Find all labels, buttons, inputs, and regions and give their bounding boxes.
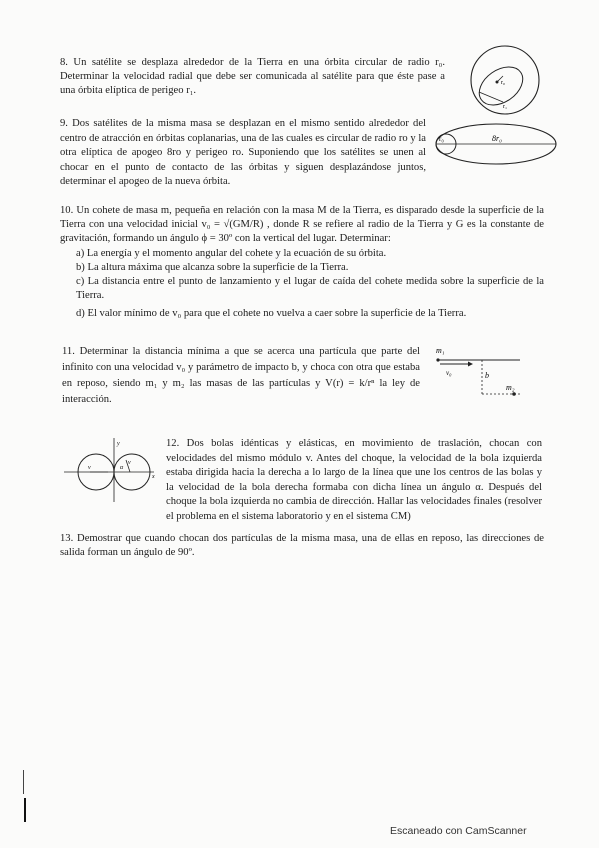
label-x: x [152, 474, 155, 480]
label-b: b [485, 371, 489, 380]
problem-10-item-d: d) El valor mínimo de v₀ para que el cohete no vuelva a caer sobre la superficie de la Tierra. [76, 308, 467, 320]
problem-13 [60, 532, 544, 560]
problem-10 [60, 204, 544, 322]
margin-mark [23, 770, 24, 794]
problem-12-text: Dos bolas idénticas y elásticas, en movimiento de traslación, chocan con velocidades del mismo módulo v. Antes del choque, la velocidad de la bola izquierda estaba dirigida hacia la derecha a lo largo de la línea que une los centros de las bolas y la velocidad de la bola derecha formaba con dicha línea un ángulo α. Después del choque la bola izquierda no cambia de dirección. Hallar las velocidades finales (resolver el problema en el sistema laboratorio y en el sistema CM) [166, 438, 543, 522]
label-alpha: α [120, 465, 124, 471]
problem-13-text: Demostrar que cuando chocan dos partículas de la misma masa, una de ellas en reposo, las direcciones de salida forman un ángulo de 90º. [60, 533, 544, 559]
label-v-left: v [88, 465, 91, 471]
problem-8-number: 8. [60, 57, 68, 68]
figure-9-orbit-diagram [432, 121, 560, 167]
figure-8-orbit-diagram [465, 40, 547, 122]
scanner-watermark: Escaneado con CamScanner [390, 825, 527, 837]
margin-mark [24, 798, 26, 822]
label-8r0: 8r₀ [492, 134, 502, 143]
problem-10-text: Un cohete de masa m, pequeña en relación con la masa M de la Tierra, es disparado desde la superficie de la Tierra con una velocidad inicial v₀ = √(GM/R) , donde R se refiere al radio de la Tierra y G es la constante de gravitación, formando un ángulo ϕ = 30º con la vertical del lugar. Determinar: [60, 205, 544, 245]
problem-11-text: Determinar la distancia mínima a que se acerca una partícula que parte del infinito con una velocidad v₀ y parámetro de impacto b, y choca con otra que estaba en reposo, siendo m₁ y m₂ las masas de las partículas y V(r) = k/rⁿ la ley de interacción. [62, 346, 420, 405]
problem-8 [60, 56, 445, 99]
problem-10-item-b: b) La altura máxima que alcanza sobre la superficie de la Tierra. [76, 261, 349, 273]
label-m1: m₁ [436, 346, 445, 355]
problem-8-text: Un satélite se desplaza alrededor de la Tierra en una órbita circular de radio r₀. Determinar la velocidad radial que debe ser comunicada al satélite para que éste pase a una órbita elíptica de perigeo r₁. [60, 57, 445, 97]
label-v0: v₀ [446, 369, 452, 377]
problem-9-text: Dos satélites de la misma masa se desplazan en el mismo sentido alrededor del centro de atracción en órbitas coplanarias, una de las cuales es circular de radio ro y la otra elíptica de apogeo 8ro y perigeo ro. Suponiendo que los satélites se unen al chocar en el punto de contacto de las órbitas y siguen desplazándose juntos, determinar el apogeo de la nueva órbita. [60, 118, 426, 187]
label-r1: r₁ [503, 104, 508, 110]
problem-10-number: 10. [60, 205, 74, 216]
problem-10-item-c: c) La distancia entre el punto de lanzamiento y el lugar de caída del cohete medida sobre la superficie de la Tierra. [76, 276, 544, 302]
label-y: y [117, 441, 120, 447]
label-r0: r₀ [439, 135, 444, 143]
label-r0: r₀ [501, 80, 506, 86]
elliptical-orbit [472, 59, 530, 113]
velocity-arrow-head [468, 362, 473, 367]
problem-11 [62, 344, 420, 408]
problem-13-number: 13. [60, 533, 74, 544]
problem-9-number: 9. [60, 118, 68, 129]
problem-9 [60, 117, 426, 190]
label-v-right: v [128, 460, 131, 466]
figure-11-impact-diagram [432, 344, 524, 402]
problem-12 [166, 437, 542, 524]
particle-m2 [512, 392, 516, 396]
perigee-line [479, 92, 503, 102]
figure-12-collision-diagram [64, 438, 160, 504]
problem-10-item-a: a) La energía y el momento angular del cohete y la ecuación de su órbita. [76, 247, 387, 259]
problem-11-number: 11. [62, 346, 75, 357]
label-m2: m₂ [506, 383, 515, 392]
problem-12-number: 12. [166, 438, 180, 449]
